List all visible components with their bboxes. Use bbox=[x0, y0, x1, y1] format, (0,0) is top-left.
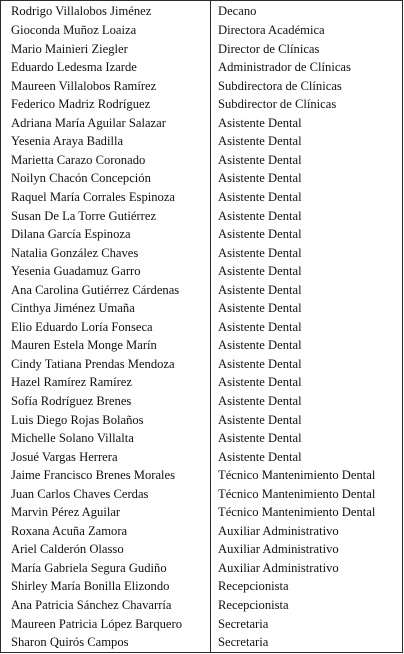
staff-role-cell: Asistente Dental bbox=[218, 227, 302, 242]
staff-role-cell: Asistente Dental bbox=[218, 412, 302, 427]
staff-role-cell: Asistente Dental bbox=[218, 208, 302, 223]
staff-name-cell: Josué Vargas Herrera bbox=[1, 448, 211, 467]
staff-name-cell: Jaime Francisco Brenes Morales bbox=[1, 466, 211, 485]
table-row bbox=[1, 633, 403, 652]
table-row bbox=[1, 466, 403, 485]
staff-name-cell: Maureen Patricia López Barquero bbox=[1, 615, 211, 634]
staff-role-cell: Asistente Dental bbox=[218, 449, 302, 464]
staff-name-cell: Dilana García Espinoza bbox=[1, 225, 211, 244]
staff-name-cell: Mauren Estela Monge Marín bbox=[1, 336, 211, 355]
table-row bbox=[1, 392, 403, 411]
staff-name-cell: Mario Mainieri Ziegler bbox=[1, 40, 211, 59]
staff-role-cell: Asistente Dental bbox=[218, 171, 302, 186]
staff-name-cell: Luis Diego Rojas Bolaños bbox=[1, 411, 211, 430]
table-row bbox=[1, 503, 403, 522]
staff-name-cell: Ana Carolina Gutiérrez Cárdenas bbox=[1, 281, 211, 300]
table-row bbox=[1, 559, 403, 578]
table-row bbox=[1, 429, 403, 448]
staff-role-cell: Técnico Mantenimiento Dental bbox=[218, 468, 376, 483]
staff-role-cell: Recepcionista bbox=[218, 598, 289, 613]
staff-name-cell: Juan Carlos Chaves Cerdas bbox=[1, 485, 211, 504]
staff-role-cell: Asistente Dental bbox=[218, 282, 302, 297]
staff-role-cell: Asistente Dental bbox=[218, 301, 302, 316]
staff-role-cell: Auxiliar Administrativo bbox=[218, 542, 339, 557]
staff-name-cell: Cindy Tatiana Prendas Mendoza bbox=[1, 355, 211, 374]
staff-name-cell: Cinthya Jiménez Umaña bbox=[1, 299, 211, 318]
staff-name-cell: Yesenia Araya Badilla bbox=[1, 132, 211, 151]
table-row bbox=[1, 169, 403, 188]
staff-role-cell: Asistente Dental bbox=[218, 431, 302, 446]
staff-role-cell: Secretaria bbox=[218, 616, 269, 631]
table-row bbox=[1, 596, 403, 615]
staff-role-cell: Subdirectora de Clínicas bbox=[218, 78, 342, 93]
table-row bbox=[1, 207, 403, 226]
staff-name-cell: María Gabriela Segura Gudiño bbox=[1, 559, 211, 578]
staff-role-cell: Asistente Dental bbox=[218, 134, 302, 149]
staff-name-cell: Maureen Villalobos Ramírez bbox=[1, 77, 211, 96]
staff-name-cell: Ariel Calderón Olasso bbox=[1, 540, 211, 559]
table-row bbox=[1, 21, 403, 40]
staff-role-cell: Asistente Dental bbox=[218, 338, 302, 353]
table-row bbox=[1, 485, 403, 504]
staff-role-cell: Asistente Dental bbox=[218, 394, 302, 409]
staff-name-cell: Marvin Pérez Aguilar bbox=[1, 503, 211, 522]
table-row bbox=[1, 411, 403, 430]
table-row bbox=[1, 225, 403, 244]
table-row bbox=[1, 132, 403, 151]
staff-name-cell: Gioconda Muñoz Loaiza bbox=[1, 21, 211, 40]
staff-role-cell: Subdirector de Clínicas bbox=[218, 97, 337, 112]
table-row bbox=[1, 262, 403, 281]
staff-name-cell: Ana Patricia Sánchez Chavarría bbox=[1, 596, 211, 615]
table-row bbox=[1, 336, 403, 355]
staff-role-cell: Administrador de Clínicas bbox=[218, 60, 351, 75]
staff-name-cell: Sharon Quirós Campos bbox=[1, 633, 211, 652]
table-row bbox=[1, 281, 403, 300]
staff-role-cell: Auxiliar Administrativo bbox=[218, 560, 339, 575]
table-row bbox=[1, 114, 403, 133]
staff-name-cell: Hazel Ramírez Ramírez bbox=[1, 373, 211, 392]
staff-role-cell: Auxiliar Administrativo bbox=[218, 523, 339, 538]
staff-name-cell: Adriana María Aguilar Salazar bbox=[1, 114, 211, 133]
staff-name-cell: Elio Eduardo Loría Fonseca bbox=[1, 318, 211, 337]
staff-role-cell: Técnico Mantenimiento Dental bbox=[218, 486, 376, 501]
staff-role-cell: Asistente Dental bbox=[218, 115, 302, 130]
table-row bbox=[1, 151, 403, 170]
table-row bbox=[1, 77, 403, 96]
staff-role-cell: Técnico Mantenimiento Dental bbox=[218, 505, 376, 520]
staff-role-cell: Asistente Dental bbox=[218, 245, 302, 260]
staff-role-cell: Asistente Dental bbox=[218, 319, 302, 334]
staff-name-cell: Yesenia Guadamuz Garro bbox=[1, 262, 211, 281]
staff-name-cell: Rodrigo Villalobos Jiménez bbox=[1, 1, 211, 22]
table-row bbox=[1, 188, 403, 207]
staff-table-body bbox=[1, 1, 403, 653]
table-row bbox=[1, 355, 403, 374]
table-row bbox=[1, 299, 403, 318]
table-row bbox=[1, 373, 403, 392]
table-row bbox=[1, 615, 403, 634]
staff-role-cell: Asistente Dental bbox=[218, 375, 302, 390]
staff-role-cell: Asistente Dental bbox=[218, 264, 302, 279]
table-row bbox=[1, 577, 403, 596]
staff-name-cell: Marietta Carazo Coronado bbox=[1, 151, 211, 170]
staff-role-cell: Director de Clínicas bbox=[218, 41, 320, 56]
staff-role-cell: Decano bbox=[218, 4, 257, 19]
staff-name-cell: Roxana Acuña Zamora bbox=[1, 522, 211, 541]
staff-role-cell: Asistente Dental bbox=[218, 190, 302, 204]
staff-name-cell: Natalia González Chaves bbox=[1, 244, 211, 263]
staff-name-cell: Raquel María Corrales Espinoza bbox=[1, 188, 211, 207]
table-row bbox=[1, 1, 403, 22]
staff-role-cell: Asistente Dental bbox=[218, 356, 302, 371]
staff-role-cell: Secretaria bbox=[218, 635, 269, 650]
staff-name-cell: Eduardo Ledesma Izarde bbox=[1, 58, 211, 77]
table-row bbox=[1, 58, 403, 77]
staff-role-cell: Recepcionista bbox=[218, 579, 289, 594]
table-row bbox=[1, 318, 403, 337]
staff-name-cell: Federico Madriz Rodríguez bbox=[1, 95, 211, 114]
staff-role-cell: Directora Académica bbox=[218, 23, 325, 38]
staff-name-cell: Sofía Rodríguez Brenes bbox=[1, 392, 211, 411]
staff-name-cell: Noilyn Chacón Concepción bbox=[1, 169, 211, 188]
table-row bbox=[1, 40, 403, 59]
table-row bbox=[1, 448, 403, 467]
table-row bbox=[1, 244, 403, 263]
staff-role-cell: Asistente Dental bbox=[218, 152, 302, 167]
table-row bbox=[1, 540, 403, 559]
staff-name-cell: Shirley María Bonilla Elizondo bbox=[1, 577, 211, 596]
table-row bbox=[1, 95, 403, 114]
table-row bbox=[1, 522, 403, 541]
staff-name-cell: Susan De La Torre Gutiérrez bbox=[1, 207, 211, 226]
staff-name-cell: Michelle Solano Villalta bbox=[1, 429, 211, 448]
